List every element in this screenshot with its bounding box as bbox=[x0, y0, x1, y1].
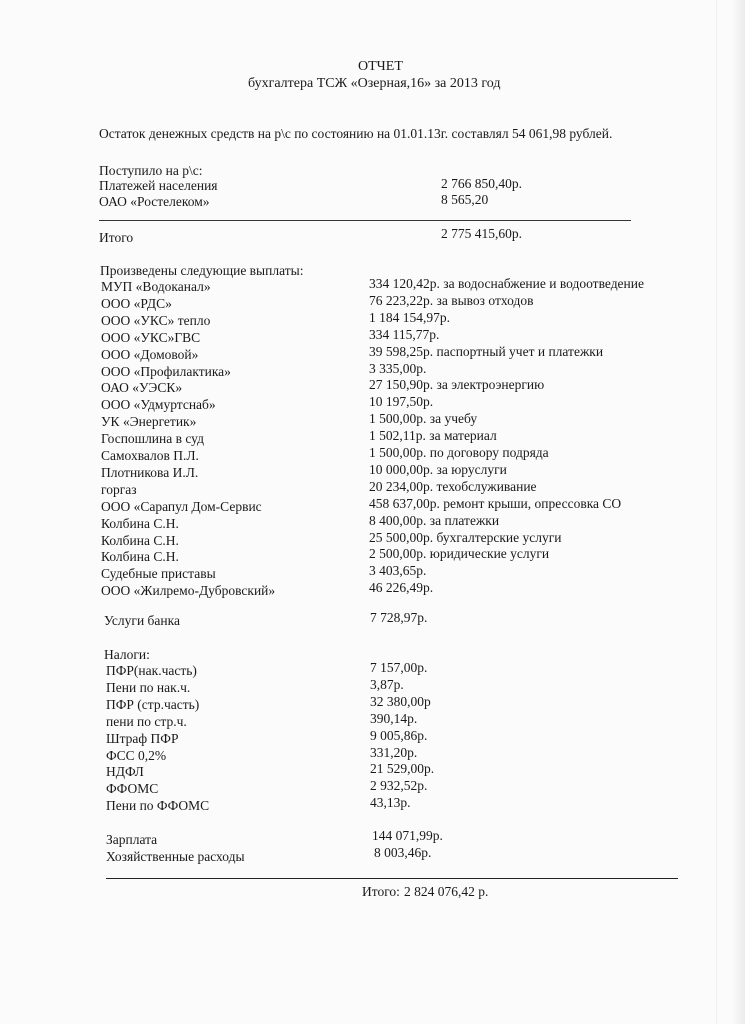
household-name: Хозяйственные расходы bbox=[106, 849, 245, 864]
tax-row-amount: 21 529,00р. bbox=[370, 761, 435, 777]
payment-row-amount: 10 197,50р. bbox=[369, 394, 434, 410]
grand-total-divider bbox=[106, 878, 678, 879]
bank-name: Услуги банка bbox=[104, 613, 180, 628]
salary-name: Зарплата bbox=[106, 832, 158, 847]
payment-row-name: Госпошлина в суд bbox=[101, 431, 204, 447]
report-title: ОТЧЕТ bbox=[358, 59, 403, 74]
bank-amount: 7 728,97р. bbox=[370, 610, 428, 625]
tax-row-amount: 32 380,00р bbox=[370, 693, 431, 709]
tax-row-name: ФСС 0,2% bbox=[106, 747, 167, 763]
tax-row-name: ПФР(нак.часть) bbox=[106, 663, 197, 678]
payment-row-amount: 3 403,65р. bbox=[369, 563, 427, 579]
income-row-amount: 2 766 850,40р. bbox=[441, 176, 522, 191]
payment-row-amount: 25 500,00р. бухгалтерские услуги bbox=[369, 529, 562, 545]
tax-row-amount: 7 157,00р. bbox=[370, 660, 428, 675]
opening-balance: Остаток денежных средств на р\с по состоянию на 01.01.13г. составлял 54 061,98 рублей. bbox=[99, 126, 613, 141]
payment-row-name: ООО «Жилремо-Дубровский» bbox=[101, 583, 276, 599]
tax-row-name: Штраф ПФР bbox=[106, 730, 179, 746]
tax-row-name: НДФЛ bbox=[106, 764, 144, 780]
payment-row-name: Самохвалов П.Л. bbox=[101, 448, 199, 463]
payment-row-amount: 1 500,00р. по договору подряда bbox=[369, 445, 549, 460]
payment-row-amount: 1 184 154,97р. bbox=[369, 309, 450, 325]
payment-row-name: ООО «УКС»ГВС bbox=[101, 329, 201, 345]
tax-row-amount: 331,20р. bbox=[370, 744, 418, 760]
tax-row-amount: 9 005,86р. bbox=[370, 727, 428, 743]
income-row-name: Платежей населения bbox=[99, 178, 218, 193]
payment-row-name: ОАО «УЭСК» bbox=[101, 380, 183, 396]
tax-row-name: ПФР (стр.часть) bbox=[106, 696, 200, 712]
tax-row-name: пени по стр.ч. bbox=[106, 713, 187, 729]
income-total-amount: 2 775 415,60р. bbox=[441, 226, 522, 241]
payment-row-name: Колбина С.Н. bbox=[101, 515, 179, 531]
income-row-name: ОАО «Ростелеком» bbox=[99, 194, 210, 209]
payment-row-amount: 334 120,42р. за водоснабжение и водоотведение bbox=[369, 276, 644, 291]
salary-amount: 144 071,99р. bbox=[372, 828, 443, 843]
tax-row-name: Пени по нак.ч. bbox=[106, 679, 191, 695]
payment-row-amount: 1 500,00р. за учебу bbox=[369, 411, 478, 427]
household-amount: 8 003,46р. bbox=[374, 845, 432, 860]
paper-fold bbox=[716, 0, 717, 1024]
income-row-amount: 8 565,20 bbox=[441, 192, 489, 207]
payment-row-name: ООО «Профилактика» bbox=[101, 363, 231, 379]
payment-row-amount: 8 400,00р. за платежки bbox=[369, 512, 500, 528]
paper-edge-shadow bbox=[731, 0, 745, 1024]
payment-row-name: Колбина С.Н. bbox=[101, 549, 179, 565]
payment-row-amount: 10 000,00р. за юруслуги bbox=[369, 461, 507, 477]
payment-row-amount: 46 226,49р. bbox=[369, 580, 434, 596]
payment-row-amount: 27 150,90р. за электроэнергию bbox=[369, 377, 545, 393]
tax-row-amount: 2 932,52р. bbox=[370, 778, 428, 794]
tax-row-amount: 3,87р. bbox=[370, 676, 404, 692]
grand-total-amount: 2 824 076,42 р. bbox=[404, 884, 489, 899]
payment-row-amount: 39 598,25р. паспортный учет и платежки bbox=[369, 343, 604, 359]
payment-row-amount: 20 234,00р. техобслуживание bbox=[369, 478, 537, 494]
payment-row-name: МУП «Водоканал» bbox=[101, 279, 211, 294]
payment-row-name: Плотникова И.Л. bbox=[101, 464, 199, 480]
payment-row-amount: 334 115,77р. bbox=[369, 326, 440, 342]
tax-row-name: Пени по ФФОМС bbox=[106, 798, 210, 814]
grand-total-label: Итого: bbox=[362, 884, 400, 899]
income-heading: Поступило на р\с: bbox=[99, 163, 203, 178]
payment-row-name: ООО «Сарапул Дом-Сервис bbox=[101, 498, 262, 514]
payment-row-name: ООО «Удмуртснаб» bbox=[101, 397, 216, 413]
tax-row-amount: 43,13р. bbox=[370, 795, 411, 811]
payment-row-name: горгаз bbox=[101, 481, 137, 497]
tax-row-name: ФФОМС bbox=[106, 781, 159, 797]
payment-row-name: ООО «Домовой» bbox=[101, 346, 199, 362]
tax-row-amount: 390,14р. bbox=[370, 710, 418, 726]
payment-row-name: Судебные приставы bbox=[101, 566, 216, 582]
taxes-heading: Налоги: bbox=[104, 647, 150, 662]
payment-row-name: УК «Энергетик» bbox=[101, 414, 197, 430]
payment-row-amount: 458 637,00р. ремонт крыши, опрессовка СО bbox=[369, 495, 622, 511]
payment-row-amount: 3 335,00р. bbox=[369, 360, 427, 376]
income-total-label: Итого bbox=[99, 230, 134, 245]
payment-row-name: ООО «УКС» тепло bbox=[101, 312, 211, 328]
payment-row-name: ООО «РДС» bbox=[101, 295, 172, 311]
payment-row-name: Колбина С.Н. bbox=[101, 532, 179, 548]
report-subtitle: бухгалтера ТСЖ «Озерная,16» за 2013 год bbox=[248, 76, 501, 91]
payments-heading: Произведены следующие выплаты: bbox=[100, 263, 304, 278]
payment-row-amount: 2 500,00р. юридические услуги bbox=[369, 546, 550, 562]
payment-row-amount: 76 223,22р. за вывоз отходов bbox=[369, 292, 534, 308]
income-divider bbox=[99, 220, 631, 221]
payment-row-amount: 1 502,11р. за материал bbox=[369, 428, 497, 444]
